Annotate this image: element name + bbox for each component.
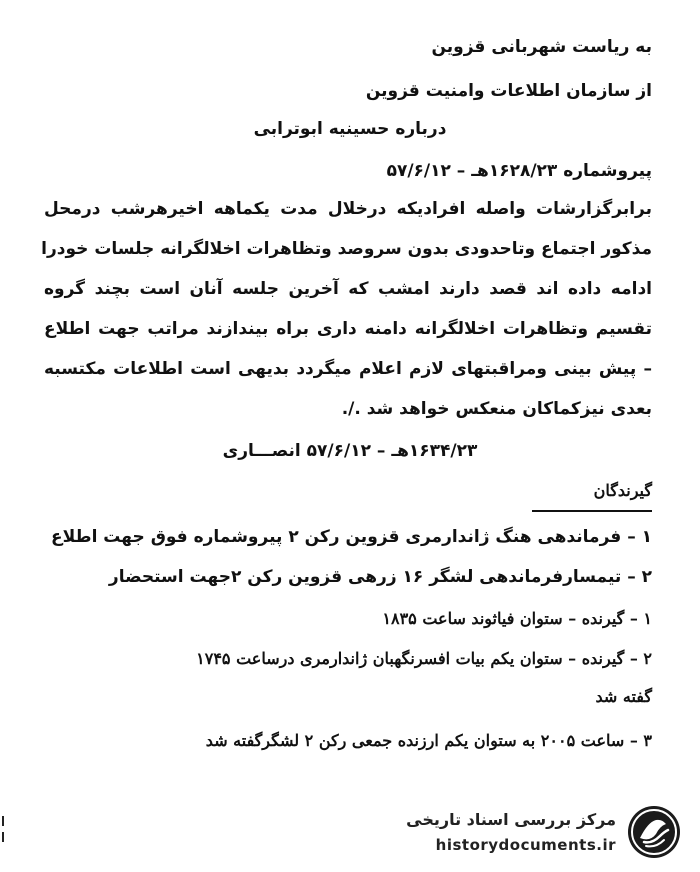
body-line-1: برابرگزارشات واصله افرادیکه درخلال مدت یکماهه اخیرهرشب درمحل xyxy=(44,199,652,219)
sender-line: از سازمان اطلاعات وامنیت قزوین xyxy=(365,81,652,101)
handwritten-note: گفته شد xyxy=(595,687,652,706)
recipients-divider xyxy=(532,510,652,512)
archive-name: مرکز بررسی اسناد تاریخی xyxy=(406,810,616,829)
handwritten-note: ۳ – ساعت ۲۰۰۵ به ستوان یکم ارزنده جمعی رکن ۲ لشگرگفته شد xyxy=(205,731,652,750)
archive-website: historydocuments.ir xyxy=(435,836,616,854)
handwritten-note: ۲ – گیرنده – ستوان یکم بیات افسرنگهبان ژاندارمری درساعت ۱۷۴۵ xyxy=(196,649,652,668)
recipients-heading: گیرندگان xyxy=(593,481,652,500)
body-line-3: ادامه داده اند قصد دارند امشب که آخرین جلسه آنان است بچند گروه xyxy=(44,279,652,299)
scan-edge-mark xyxy=(2,816,4,826)
recipient-item: ۲ – تیمسارفرماندهی لشگر ۱۶ زرهی قزوین رکن ۲جهت استحضار xyxy=(108,567,652,587)
subject-line: درباره حسینیه ابوترابی xyxy=(253,119,447,139)
handwritten-note: ۱ – گیرنده – ستوان فیاثوند ساعت ۱۸۳۵ xyxy=(382,609,652,628)
body-line-6: بعدی نیزکماکان منعکس خواهد شد ./. xyxy=(341,399,652,419)
signature-line: ۱۶۳۴/۲۳هـ – ۵۷/۶/۱۲ انصـــاری xyxy=(222,441,478,461)
body-line-5: – پیش بینی ومراقبتهای لازم اعلام میگردد بدیهی است اطلاعات مکتسبه xyxy=(44,359,652,379)
scan-edge-mark xyxy=(2,832,4,842)
body-line-2: مذکور اجتماع وتاحدودی بدون سروصد وتظاهرات اخلالگرانه جلسات خودرا xyxy=(41,239,652,259)
book-seal-icon xyxy=(626,804,682,860)
body-line-4: تقسیم وتظاهرات اخلالگرانه دامنه داری براه بیندازند مراتب جهت اطلاع xyxy=(44,319,652,339)
addressee-line: به ریاست شهربانی قزوین xyxy=(431,37,652,57)
reference-number: پیروشماره ۱۶۲۸/۲۳هـ – ۵۷/۶/۱۲ xyxy=(386,161,652,181)
archive-watermark xyxy=(406,800,690,864)
recipient-item: ۱ – فرماندهی هنگ ژاندارمری قزوین رکن ۲ پیروشماره فوق جهت اطلاع xyxy=(51,527,652,547)
